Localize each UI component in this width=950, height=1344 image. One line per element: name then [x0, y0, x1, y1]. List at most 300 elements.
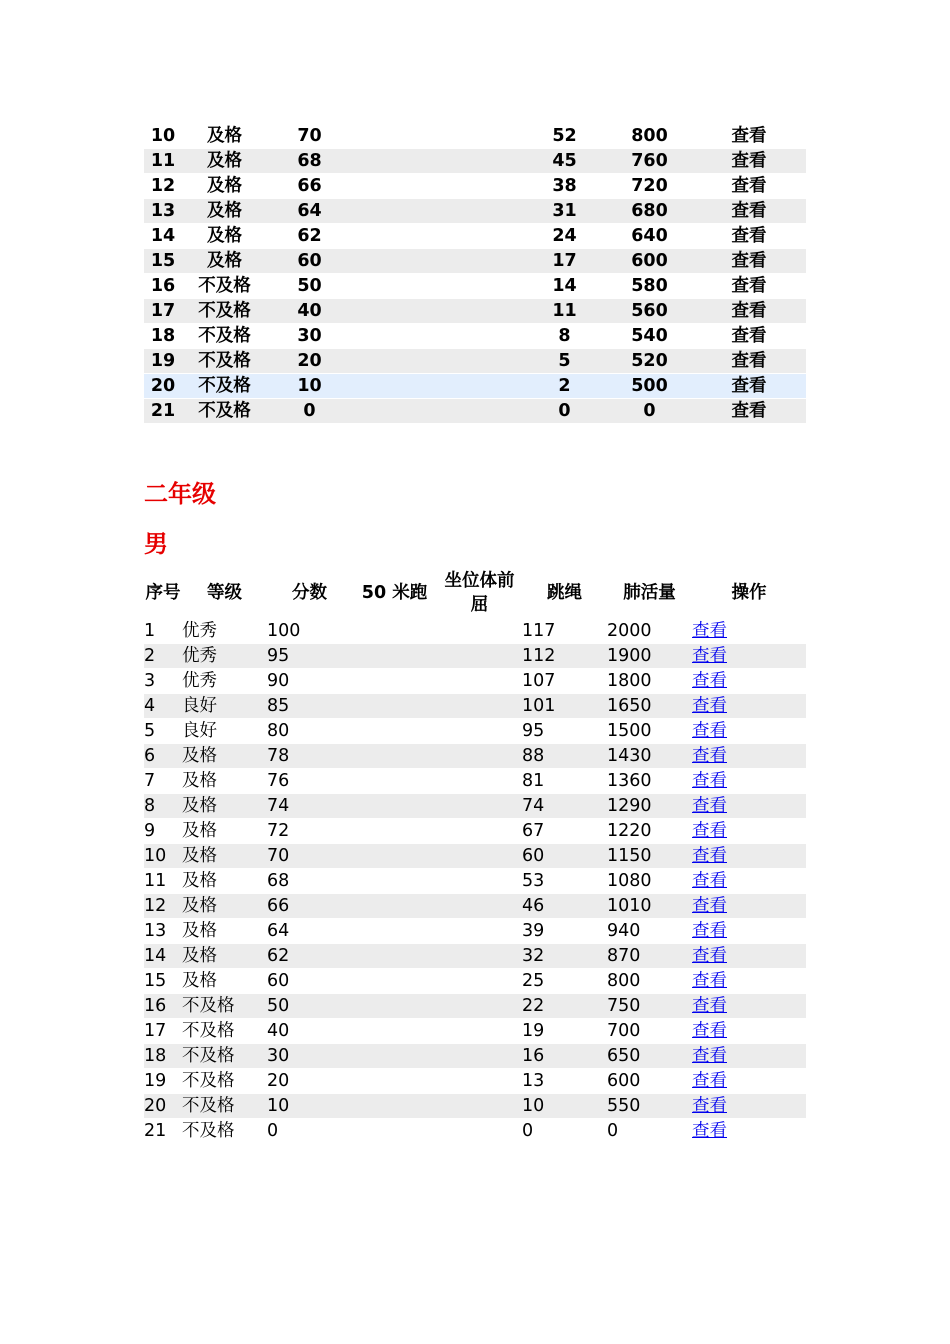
table-row	[144, 224, 806, 248]
cell-jump-rope: 10	[522, 1096, 545, 1116]
cell-action	[692, 249, 806, 273]
cell-action	[692, 349, 806, 373]
cell-jump-rope: 5	[558, 351, 571, 371]
table-row	[144, 1094, 806, 1118]
cell-action	[692, 224, 806, 248]
cell-score: 60	[267, 971, 290, 991]
cell-jump-rope: 101	[522, 696, 556, 716]
view-link[interactable]: 查看	[692, 1096, 727, 1116]
cell-jump-rope: 0	[558, 401, 571, 421]
cell-level: 及格	[207, 226, 242, 246]
view-link[interactable]: 查看	[692, 821, 727, 841]
cell-lung-capacity: 870	[607, 946, 641, 966]
cell-run50	[352, 1119, 437, 1143]
cell-lung-capacity: 520	[631, 351, 668, 371]
cell-run50	[352, 869, 437, 893]
cell-level: 及格	[182, 746, 217, 766]
cell-lung-capacity: 1900	[607, 646, 652, 666]
header-lung-capacity: 肺活量	[623, 583, 676, 603]
cell-sit-reach	[437, 744, 522, 768]
cell-jump-rope: 24	[552, 226, 577, 246]
cell-no: 8	[144, 796, 156, 816]
view-link[interactable]: 查看	[731, 276, 767, 296]
cell-sit-reach	[437, 174, 522, 198]
cell-score: 30	[297, 326, 322, 346]
table-row	[144, 1019, 806, 1043]
cell-no: 19	[150, 351, 176, 371]
view-link[interactable]: 查看	[692, 1046, 727, 1066]
cell-lung-capacity: 760	[631, 151, 668, 171]
cell-score: 66	[297, 176, 322, 196]
cell-score: 0	[303, 401, 316, 421]
cell-score: 64	[297, 201, 322, 221]
cell-sit-reach	[437, 669, 522, 693]
cell-lung-capacity: 550	[607, 1096, 641, 1116]
table-row	[144, 349, 806, 373]
cell-lung-capacity: 0	[607, 1121, 619, 1141]
cell-run50	[352, 199, 437, 223]
cell-run50	[352, 819, 437, 843]
cell-sit-reach	[437, 869, 522, 893]
view-link[interactable]: 查看	[692, 871, 727, 891]
table-row	[144, 694, 806, 718]
cell-lung-capacity: 800	[607, 971, 641, 991]
cell-action	[692, 644, 806, 668]
cell-level: 良好	[182, 696, 217, 716]
cell-run50	[352, 669, 437, 693]
table-row	[144, 1044, 806, 1068]
cell-level: 及格	[182, 821, 217, 841]
table-row	[144, 794, 806, 818]
cell-score: 10	[297, 376, 322, 396]
cell-action	[692, 719, 806, 743]
cell-level: 及格	[207, 126, 242, 146]
table-header-row	[144, 569, 806, 617]
cell-score: 20	[267, 1071, 290, 1091]
cell-score: 74	[267, 796, 290, 816]
cell-action	[692, 1119, 806, 1143]
cell-lung-capacity: 580	[631, 276, 668, 296]
cell-no: 20	[150, 376, 176, 396]
cell-jump-rope: 32	[522, 946, 545, 966]
cell-action	[692, 919, 806, 943]
cell-no: 21	[150, 401, 176, 421]
cell-sit-reach	[437, 374, 522, 398]
cell-score: 70	[297, 126, 322, 146]
cell-action	[692, 944, 806, 968]
view-link[interactable]: 查看	[692, 1021, 727, 1041]
cell-level: 不及格	[198, 401, 251, 421]
cell-lung-capacity: 1010	[607, 896, 652, 916]
cell-level: 优秀	[182, 646, 217, 666]
cell-sit-reach	[437, 224, 522, 248]
cell-sit-reach	[437, 399, 522, 423]
cell-lung-capacity: 500	[631, 376, 668, 396]
table-row	[144, 869, 806, 893]
cell-jump-rope: 46	[522, 896, 545, 916]
cell-run50	[352, 1044, 437, 1068]
cell-level: 及格	[207, 201, 242, 221]
cell-level: 不及格	[182, 1046, 235, 1066]
cell-level: 及格	[182, 971, 217, 991]
cell-jump-rope: 38	[552, 176, 577, 196]
table-row	[144, 769, 806, 793]
cell-no: 15	[144, 971, 167, 991]
cell-no: 16	[144, 996, 167, 1016]
cell-level: 及格	[182, 896, 217, 916]
cell-run50	[352, 844, 437, 868]
view-link[interactable]: 查看	[731, 201, 767, 221]
cell-level: 不及格	[198, 376, 251, 396]
cell-jump-rope: 53	[522, 871, 545, 891]
cell-level: 不及格	[198, 326, 251, 346]
cell-sit-reach	[437, 1019, 522, 1043]
cell-run50	[352, 1069, 437, 1093]
view-link[interactable]: 查看	[692, 796, 727, 816]
view-link[interactable]: 查看	[731, 176, 767, 196]
cell-action	[692, 744, 806, 768]
view-link[interactable]: 查看	[692, 671, 727, 691]
table-row	[144, 894, 806, 918]
cell-action	[692, 969, 806, 993]
cell-lung-capacity: 800	[631, 126, 668, 146]
cell-run50	[352, 919, 437, 943]
cell-jump-rope: 81	[522, 771, 545, 791]
cell-run50	[352, 969, 437, 993]
cell-no: 5	[144, 721, 156, 741]
cell-action	[692, 324, 806, 348]
cell-jump-rope: 74	[522, 796, 545, 816]
cell-no: 3	[144, 671, 156, 691]
cell-jump-rope: 39	[522, 921, 545, 941]
table-row	[144, 944, 806, 968]
cell-level: 及格	[207, 176, 242, 196]
gender-title: 男	[144, 530, 168, 558]
cell-score: 62	[297, 226, 322, 246]
cell-no: 4	[144, 696, 156, 716]
cell-lung-capacity: 1150	[607, 846, 652, 866]
cell-no: 10	[150, 126, 176, 146]
cell-action	[692, 794, 806, 818]
cell-jump-rope: 31	[552, 201, 577, 221]
cell-level: 优秀	[182, 671, 217, 691]
cell-level: 不及格	[198, 301, 251, 321]
cell-sit-reach	[437, 694, 522, 718]
cell-run50	[352, 644, 437, 668]
view-link[interactable]: 查看	[692, 1071, 727, 1091]
score-table-top	[144, 124, 806, 424]
view-link[interactable]: 查看	[692, 746, 727, 766]
cell-level: 及格	[207, 251, 242, 271]
cell-sit-reach	[437, 1094, 522, 1118]
table-row	[144, 1119, 806, 1143]
cell-score: 76	[267, 771, 290, 791]
table-row	[144, 919, 806, 943]
cell-level: 及格	[182, 946, 217, 966]
cell-no: 15	[150, 251, 176, 271]
cell-no: 14	[150, 226, 176, 246]
cell-jump-rope: 8	[558, 326, 571, 346]
cell-sit-reach	[437, 299, 522, 323]
cell-level: 不及格	[182, 1121, 235, 1141]
cell-level: 及格	[182, 871, 217, 891]
view-link[interactable]: 查看	[731, 401, 767, 421]
cell-action	[692, 994, 806, 1018]
cell-level: 不及格	[182, 996, 235, 1016]
cell-jump-rope: 88	[522, 746, 545, 766]
cell-lung-capacity: 720	[631, 176, 668, 196]
cell-no: 7	[144, 771, 156, 791]
score-table-grade2-male	[144, 619, 806, 1144]
cell-lung-capacity: 940	[607, 921, 641, 941]
cell-score: 85	[267, 696, 290, 716]
cell-jump-rope: 25	[522, 971, 545, 991]
cell-sit-reach	[437, 969, 522, 993]
cell-jump-rope: 95	[522, 721, 545, 741]
cell-sit-reach	[437, 1069, 522, 1093]
table-row	[144, 174, 806, 198]
cell-no: 9	[144, 821, 156, 841]
cell-run50	[352, 124, 437, 148]
cell-sit-reach	[437, 994, 522, 1018]
cell-action	[692, 669, 806, 693]
cell-sit-reach	[437, 719, 522, 743]
cell-action	[692, 844, 806, 868]
cell-level: 不及格	[182, 1071, 235, 1091]
cell-action	[692, 1044, 806, 1068]
cell-score: 100	[267, 621, 301, 641]
cell-no: 18	[150, 326, 176, 346]
cell-sit-reach	[437, 1119, 522, 1143]
header-jump-rope: 跳绳	[547, 583, 582, 603]
cell-score: 40	[267, 1021, 290, 1041]
cell-jump-rope: 19	[522, 1021, 545, 1041]
cell-jump-rope: 112	[522, 646, 556, 666]
cell-level: 不及格	[182, 1021, 235, 1041]
cell-lung-capacity: 1430	[607, 746, 652, 766]
cell-no: 16	[150, 276, 176, 296]
cell-run50	[352, 894, 437, 918]
cell-run50	[352, 349, 437, 373]
cell-jump-rope: 16	[522, 1046, 545, 1066]
cell-run50	[352, 224, 437, 248]
view-link[interactable]: 查看	[731, 301, 767, 321]
table-row	[144, 199, 806, 223]
cell-jump-rope: 60	[522, 846, 545, 866]
cell-run50	[352, 994, 437, 1018]
header-run50: 50 米跑	[361, 583, 428, 603]
table-row	[144, 274, 806, 298]
header-score: 分数	[292, 583, 327, 603]
cell-sit-reach	[437, 1044, 522, 1068]
cell-run50	[352, 619, 437, 643]
view-link[interactable]: 查看	[731, 251, 767, 271]
table-row	[144, 324, 806, 348]
view-link[interactable]: 查看	[731, 351, 767, 371]
view-link[interactable]: 查看	[692, 896, 727, 916]
cell-score: 64	[267, 921, 290, 941]
cell-score: 10	[267, 1096, 290, 1116]
table-row	[144, 399, 806, 423]
view-link[interactable]: 查看	[731, 226, 767, 246]
cell-sit-reach	[437, 894, 522, 918]
view-link[interactable]: 查看	[692, 621, 727, 641]
cell-no: 13	[150, 201, 176, 221]
view-link[interactable]: 查看	[731, 126, 767, 146]
cell-action	[692, 694, 806, 718]
cell-action	[692, 199, 806, 223]
cell-action	[692, 619, 806, 643]
view-link[interactable]: 查看	[692, 971, 727, 991]
cell-run50	[352, 1094, 437, 1118]
view-link[interactable]: 查看	[692, 1121, 727, 1141]
cell-sit-reach	[437, 794, 522, 818]
cell-level: 及格	[207, 151, 242, 171]
view-link[interactable]: 查看	[731, 376, 767, 396]
table-row	[144, 644, 806, 668]
cell-no: 1	[144, 621, 156, 641]
table-row	[144, 744, 806, 768]
cell-score: 62	[267, 946, 290, 966]
cell-lung-capacity: 650	[607, 1046, 641, 1066]
cell-action	[692, 299, 806, 323]
cell-lung-capacity: 600	[631, 251, 668, 271]
table-row	[144, 249, 806, 273]
cell-run50	[352, 249, 437, 273]
cell-sit-reach	[437, 819, 522, 843]
cell-lung-capacity: 700	[607, 1021, 641, 1041]
view-link[interactable]: 查看	[692, 921, 727, 941]
cell-sit-reach	[437, 274, 522, 298]
cell-jump-rope: 22	[522, 996, 545, 1016]
view-link[interactable]: 查看	[692, 646, 727, 666]
view-link[interactable]: 查看	[692, 696, 727, 716]
cell-no: 2	[144, 646, 156, 666]
cell-action	[692, 124, 806, 148]
cell-run50	[352, 324, 437, 348]
cell-lung-capacity: 0	[643, 401, 656, 421]
cell-lung-capacity: 1360	[607, 771, 652, 791]
table-row	[144, 1069, 806, 1093]
cell-run50	[352, 694, 437, 718]
cell-run50	[352, 1019, 437, 1043]
cell-no: 12	[150, 176, 176, 196]
cell-action	[692, 769, 806, 793]
cell-score: 0	[267, 1121, 279, 1141]
cell-sit-reach	[437, 769, 522, 793]
table-row	[144, 969, 806, 993]
cell-no: 11	[144, 871, 167, 891]
grade-title: 二年级	[144, 480, 216, 508]
cell-lung-capacity: 540	[631, 326, 668, 346]
cell-run50	[352, 374, 437, 398]
cell-no: 6	[144, 746, 156, 766]
cell-score: 50	[267, 996, 290, 1016]
cell-run50	[352, 299, 437, 323]
cell-jump-rope: 2	[558, 376, 571, 396]
cell-run50	[352, 744, 437, 768]
cell-jump-rope: 52	[552, 126, 577, 146]
cell-run50	[352, 399, 437, 423]
cell-jump-rope: 13	[522, 1071, 545, 1091]
cell-jump-rope: 14	[552, 276, 577, 296]
table-row	[144, 149, 806, 173]
table-row	[144, 719, 806, 743]
cell-score: 78	[267, 746, 290, 766]
header-sit-reach: 坐位体前屈	[444, 571, 515, 615]
cell-score: 70	[267, 846, 290, 866]
cell-level: 及格	[182, 796, 217, 816]
cell-level: 不及格	[182, 1096, 235, 1116]
cell-sit-reach	[437, 919, 522, 943]
cell-run50	[352, 274, 437, 298]
cell-no: 21	[144, 1121, 167, 1141]
table-row	[144, 669, 806, 693]
cell-sit-reach	[437, 644, 522, 668]
cell-no: 12	[144, 896, 167, 916]
cell-level: 良好	[182, 721, 217, 741]
view-link[interactable]: 查看	[731, 151, 767, 171]
view-link[interactable]: 查看	[692, 996, 727, 1016]
view-link[interactable]: 查看	[692, 946, 727, 966]
cell-run50	[352, 769, 437, 793]
table-row	[144, 619, 806, 643]
cell-sit-reach	[437, 944, 522, 968]
cell-lung-capacity: 680	[631, 201, 668, 221]
view-link[interactable]: 查看	[731, 326, 767, 346]
view-link[interactable]: 查看	[692, 771, 727, 791]
cell-no: 11	[150, 151, 176, 171]
cell-lung-capacity: 2000	[607, 621, 652, 641]
cell-score: 50	[297, 276, 322, 296]
cell-lung-capacity: 1650	[607, 696, 652, 716]
cell-no: 10	[144, 846, 167, 866]
cell-sit-reach	[437, 149, 522, 173]
cell-action	[692, 174, 806, 198]
cell-action	[692, 869, 806, 893]
cell-score: 66	[267, 896, 290, 916]
table-row	[144, 374, 806, 398]
cell-run50	[352, 719, 437, 743]
cell-jump-rope: 107	[522, 671, 556, 691]
cell-run50	[352, 149, 437, 173]
cell-level: 优秀	[182, 621, 217, 641]
cell-lung-capacity: 1220	[607, 821, 652, 841]
cell-run50	[352, 174, 437, 198]
cell-level: 及格	[182, 846, 217, 866]
cell-action	[692, 1094, 806, 1118]
view-link[interactable]: 查看	[692, 846, 727, 866]
cell-sit-reach	[437, 349, 522, 373]
cell-lung-capacity: 1500	[607, 721, 652, 741]
header-action: 操作	[731, 583, 767, 603]
cell-no: 20	[144, 1096, 167, 1116]
cell-lung-capacity: 1080	[607, 871, 652, 891]
cell-action	[692, 819, 806, 843]
cell-jump-rope: 45	[552, 151, 577, 171]
cell-score: 30	[267, 1046, 290, 1066]
view-link[interactable]: 查看	[692, 721, 727, 741]
header-level: 等级	[207, 583, 242, 603]
cell-jump-rope: 17	[552, 251, 577, 271]
cell-sit-reach	[437, 324, 522, 348]
cell-lung-capacity: 560	[631, 301, 668, 321]
cell-score: 95	[267, 646, 290, 666]
cell-jump-rope: 67	[522, 821, 545, 841]
cell-no: 17	[150, 301, 176, 321]
table-row	[144, 994, 806, 1018]
cell-lung-capacity: 1800	[607, 671, 652, 691]
